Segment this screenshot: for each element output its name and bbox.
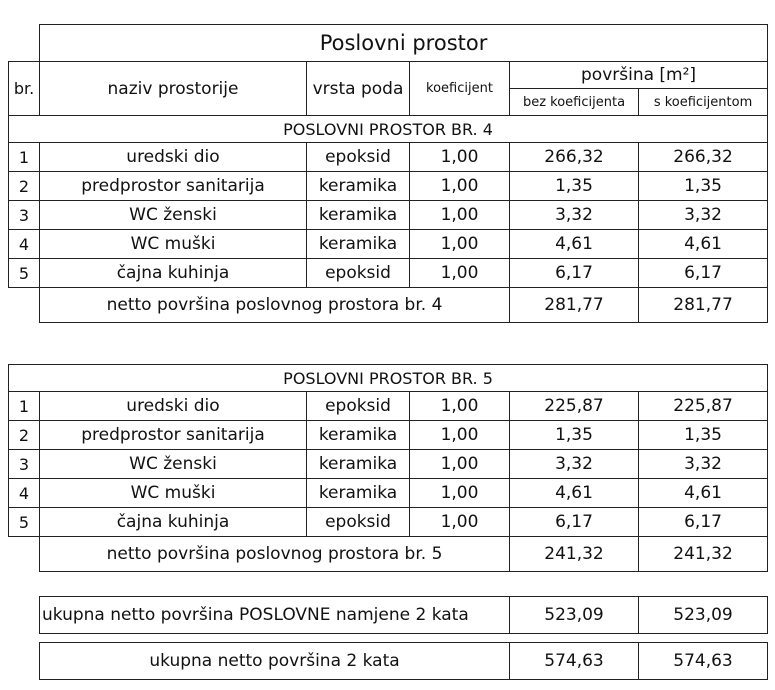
table-row bbox=[9, 230, 768, 259]
cell-naziv: WC muški bbox=[40, 479, 307, 508]
subtotal-label: netto površina poslovnog prostora br. 4 bbox=[40, 288, 510, 323]
blank-cell bbox=[9, 537, 40, 572]
subtotal-bez: 241,32 bbox=[510, 537, 639, 572]
cell-s: 4,61 bbox=[639, 230, 768, 259]
cell-bez: 225,87 bbox=[510, 392, 639, 421]
total-business-bez: 523,09 bbox=[510, 597, 639, 634]
area-table-section-4 bbox=[8, 24, 768, 323]
table-row bbox=[9, 201, 768, 230]
cell-bez: 1,35 bbox=[510, 421, 639, 450]
cell-br: 3 bbox=[9, 201, 40, 230]
cell-vrsta: keramika bbox=[307, 479, 410, 508]
cell-vrsta: epoksid bbox=[307, 259, 410, 288]
blank-cell bbox=[9, 288, 40, 323]
subtotal-bez: 281,77 bbox=[510, 288, 639, 323]
area-table-section-5 bbox=[8, 364, 768, 572]
cell-s: 225,87 bbox=[639, 392, 768, 421]
header-br: br. bbox=[9, 62, 40, 116]
cell-s: 3,32 bbox=[639, 450, 768, 479]
cell-bez: 3,32 bbox=[510, 450, 639, 479]
cell-s: 6,17 bbox=[639, 508, 768, 537]
cell-br: 2 bbox=[9, 172, 40, 201]
section-title: POSLOVNI PROSTOR BR. 5 bbox=[9, 365, 768, 392]
cell-br: 2 bbox=[9, 421, 40, 450]
subtotal-s: 281,77 bbox=[639, 288, 768, 323]
cell-vrsta: epoksid bbox=[307, 392, 410, 421]
table-row bbox=[9, 479, 768, 508]
cell-koef: 1,00 bbox=[410, 143, 510, 172]
header-s-koeficijentom: s koeficijentom bbox=[639, 89, 768, 116]
cell-br: 4 bbox=[9, 230, 40, 259]
cell-koef: 1,00 bbox=[410, 508, 510, 537]
cell-s: 1,35 bbox=[639, 172, 768, 201]
cell-naziv: uredski dio bbox=[40, 392, 307, 421]
header-vrsta: vrsta poda bbox=[307, 62, 410, 116]
cell-koef: 1,00 bbox=[410, 421, 510, 450]
cell-bez: 6,17 bbox=[510, 259, 639, 288]
table-row bbox=[9, 450, 768, 479]
cell-vrsta: epoksid bbox=[307, 143, 410, 172]
cell-s: 266,32 bbox=[639, 143, 768, 172]
table-row bbox=[9, 143, 768, 172]
total-floors-label: ukupna netto površina 2 kata bbox=[40, 643, 510, 680]
cell-naziv: predprostor sanitarija bbox=[40, 421, 307, 450]
table-row bbox=[9, 172, 768, 201]
cell-koef: 1,00 bbox=[410, 230, 510, 259]
subtotal-label: netto površina poslovnog prostora br. 5 bbox=[40, 537, 510, 572]
cell-koef: 1,00 bbox=[410, 172, 510, 201]
subtotal-s: 241,32 bbox=[639, 537, 768, 572]
cell-vrsta: keramika bbox=[307, 421, 410, 450]
total-floors-bez: 574,63 bbox=[510, 643, 639, 680]
cell-s: 3,32 bbox=[639, 201, 768, 230]
table-title: Poslovni prostor bbox=[40, 25, 768, 62]
cell-naziv: WC ženski bbox=[40, 450, 307, 479]
cell-vrsta: keramika bbox=[307, 450, 410, 479]
total-business-table bbox=[39, 596, 768, 634]
cell-bez: 3,32 bbox=[510, 201, 639, 230]
cell-s: 6,17 bbox=[639, 259, 768, 288]
header-koeficijent: koeficijent bbox=[410, 62, 510, 116]
header-bez-koeficijenta: bez koeficijenta bbox=[510, 89, 639, 116]
section-title: POSLOVNI PROSTOR BR. 4 bbox=[9, 116, 768, 143]
cell-vrsta: keramika bbox=[307, 201, 410, 230]
blank-corner bbox=[9, 25, 40, 62]
total-business-s: 523,09 bbox=[639, 597, 768, 634]
cell-s: 4,61 bbox=[639, 479, 768, 508]
cell-koef: 1,00 bbox=[410, 392, 510, 421]
cell-naziv: predprostor sanitarija bbox=[40, 172, 307, 201]
header-naziv: naziv prostorije bbox=[40, 62, 307, 116]
cell-vrsta: keramika bbox=[307, 172, 410, 201]
cell-br: 4 bbox=[9, 479, 40, 508]
cell-br: 1 bbox=[9, 392, 40, 421]
cell-koef: 1,00 bbox=[410, 201, 510, 230]
cell-s: 1,35 bbox=[639, 421, 768, 450]
cell-koef: 1,00 bbox=[410, 479, 510, 508]
cell-naziv: čajna kuhinja bbox=[40, 259, 307, 288]
cell-vrsta: keramika bbox=[307, 230, 410, 259]
cell-bez: 266,32 bbox=[510, 143, 639, 172]
total-business-label: ukupna netto površina POSLOVNE namjene 2 kata bbox=[40, 597, 510, 634]
total-floors-s: 574,63 bbox=[639, 643, 768, 680]
total-floors-table bbox=[39, 642, 768, 680]
cell-naziv: WC ženski bbox=[40, 201, 307, 230]
header-povrsina: površina [m²] bbox=[510, 62, 768, 89]
cell-bez: 4,61 bbox=[510, 479, 639, 508]
table-row bbox=[9, 508, 768, 537]
cell-naziv: čajna kuhinja bbox=[40, 508, 307, 537]
cell-br: 5 bbox=[9, 508, 40, 537]
table-row bbox=[9, 421, 768, 450]
table-row bbox=[9, 259, 768, 288]
cell-koef: 1,00 bbox=[410, 259, 510, 288]
cell-br: 1 bbox=[9, 143, 40, 172]
table-row bbox=[9, 392, 768, 421]
cell-naziv: uredski dio bbox=[40, 143, 307, 172]
cell-koef: 1,00 bbox=[410, 450, 510, 479]
cell-br: 5 bbox=[9, 259, 40, 288]
cell-br: 3 bbox=[9, 450, 40, 479]
cell-vrsta: epoksid bbox=[307, 508, 410, 537]
cell-bez: 4,61 bbox=[510, 230, 639, 259]
cell-naziv: WC muški bbox=[40, 230, 307, 259]
cell-bez: 6,17 bbox=[510, 508, 639, 537]
cell-bez: 1,35 bbox=[510, 172, 639, 201]
